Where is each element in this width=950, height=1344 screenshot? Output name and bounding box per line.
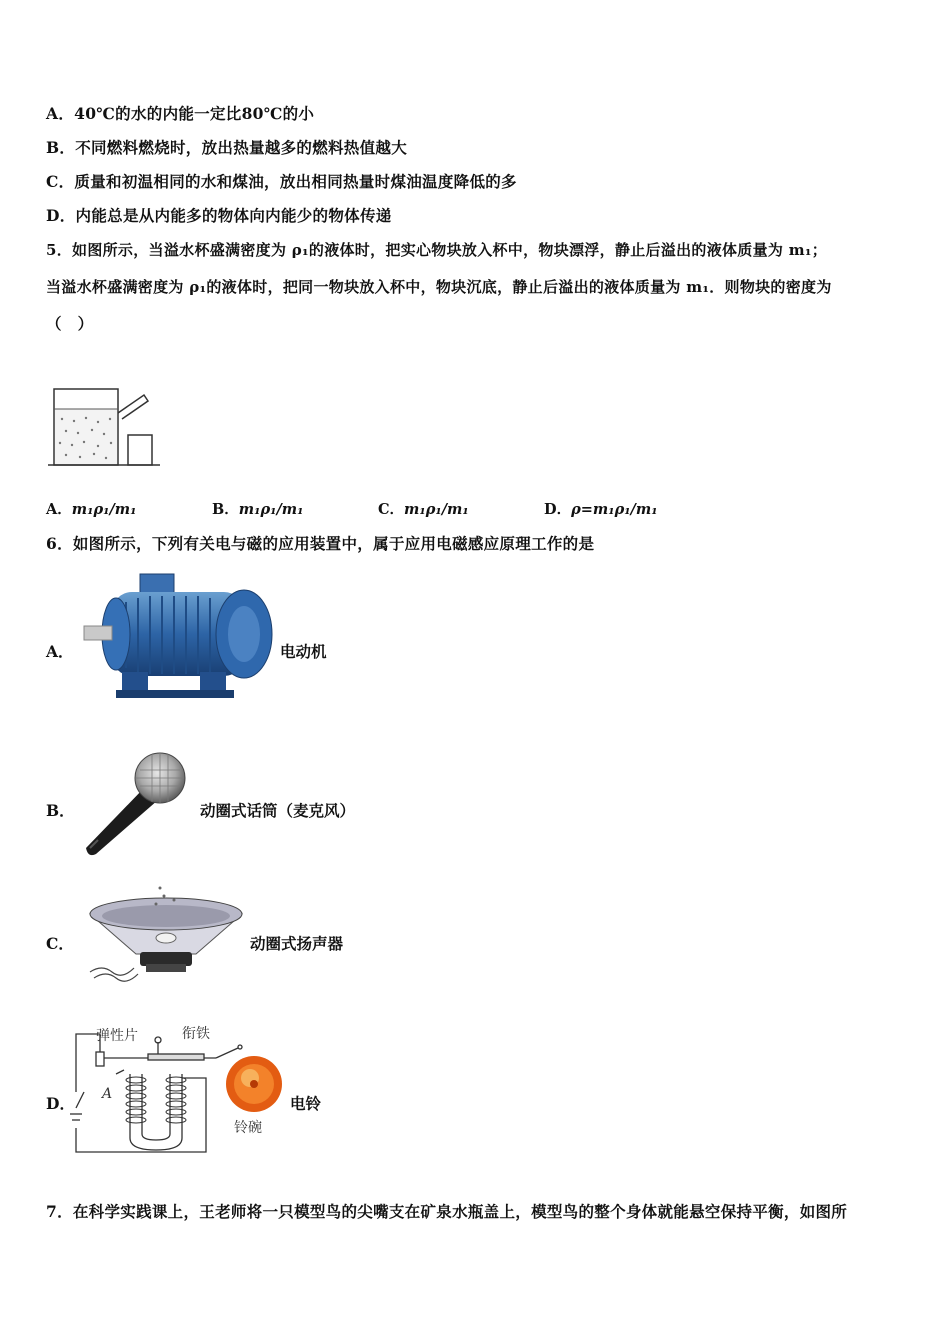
- q6-option-b-label: B．: [46, 801, 75, 820]
- q5-option-c: [378, 498, 469, 519]
- q6-option-c-label: C．: [46, 934, 74, 953]
- loudspeaker-image: [84, 880, 248, 984]
- q4-option-c: C．质量和初温相同的水和煤油，放出相同热量时煤油温度降低的多: [46, 172, 517, 191]
- q4-option-a: A．40℃的水的内能一定比80℃的小: [46, 104, 315, 123]
- q5-option-c-label: C．: [378, 501, 405, 518]
- electric-bell-diagram: [66, 1018, 288, 1156]
- bell-gong-label: 铃碗: [234, 1120, 262, 1136]
- bell-armature-label: 衔铁: [182, 1026, 210, 1042]
- q5-option-d-expr: ρ=m₁ρ₁/m₁: [571, 501, 658, 518]
- q5-option-a-label: A．: [46, 501, 72, 518]
- q6-stem: 6．如图所示，下列有关电与磁的应用装置中，属于应用电磁感应原理工作的是: [46, 534, 595, 553]
- q5-option-b-label: B．: [212, 501, 239, 518]
- q5-option-a-expr: m₁ρ₁/m₁: [71, 501, 137, 518]
- q6-option-c-caption: 动圈式扬声器: [250, 934, 344, 953]
- q6-option-d-caption: 电铃: [290, 1094, 322, 1113]
- q6-option-a-caption: 电动机: [280, 642, 327, 661]
- q6-option-b-caption: 动圈式话筒（麦克风）: [200, 801, 356, 820]
- q4-option-d: D．内能总是从内能多的物体向内能少的物体传递: [46, 206, 392, 225]
- q5-option-a: [46, 498, 136, 519]
- q5-stem-line1: 5．如图所示，当溢水杯盛满密度为 ρ₁的液体时，把实心物块放入杯中，物块漂浮，静止后溢出的液体质量为 m₁；: [46, 241, 828, 259]
- q6-option-d-label: D．: [46, 1094, 75, 1113]
- q6-option-a-label: A．: [46, 642, 74, 661]
- bell-spring-label: 弹性片: [96, 1028, 138, 1044]
- q5-option-d-label: D．: [544, 501, 572, 518]
- q5-stem-line3: （ ）: [46, 314, 94, 333]
- q5-option-c-expr: m₁ρ₁/m₁: [404, 501, 469, 518]
- electric-motor-image: [82, 568, 278, 708]
- q4-option-b: B．不同燃料燃烧时，放出热量越多的燃料热值越大: [46, 138, 408, 157]
- q5-option-b: [212, 498, 303, 519]
- bell-point-a-label: A: [102, 1086, 113, 1102]
- q5-stem-line2: 当溢水杯盛满密度为 ρ₁的液体时，把同一物块放入杯中，物块沉底，静止后溢出的液体质量为 m₁．则物块的密度为: [46, 278, 832, 296]
- q5-option-d: [544, 498, 658, 519]
- microphone-image: [80, 748, 190, 860]
- q7-stem: 7．在科学实践课上，王老师将一只模型鸟的尖嘴支在矿泉水瓶盖上，模型鸟的整个身体就能悬空保持平衡，如图所: [46, 1202, 848, 1221]
- q5-option-b-expr: m₁ρ₁/m₁: [238, 501, 304, 518]
- overflow-cup-figure: [48, 385, 164, 471]
